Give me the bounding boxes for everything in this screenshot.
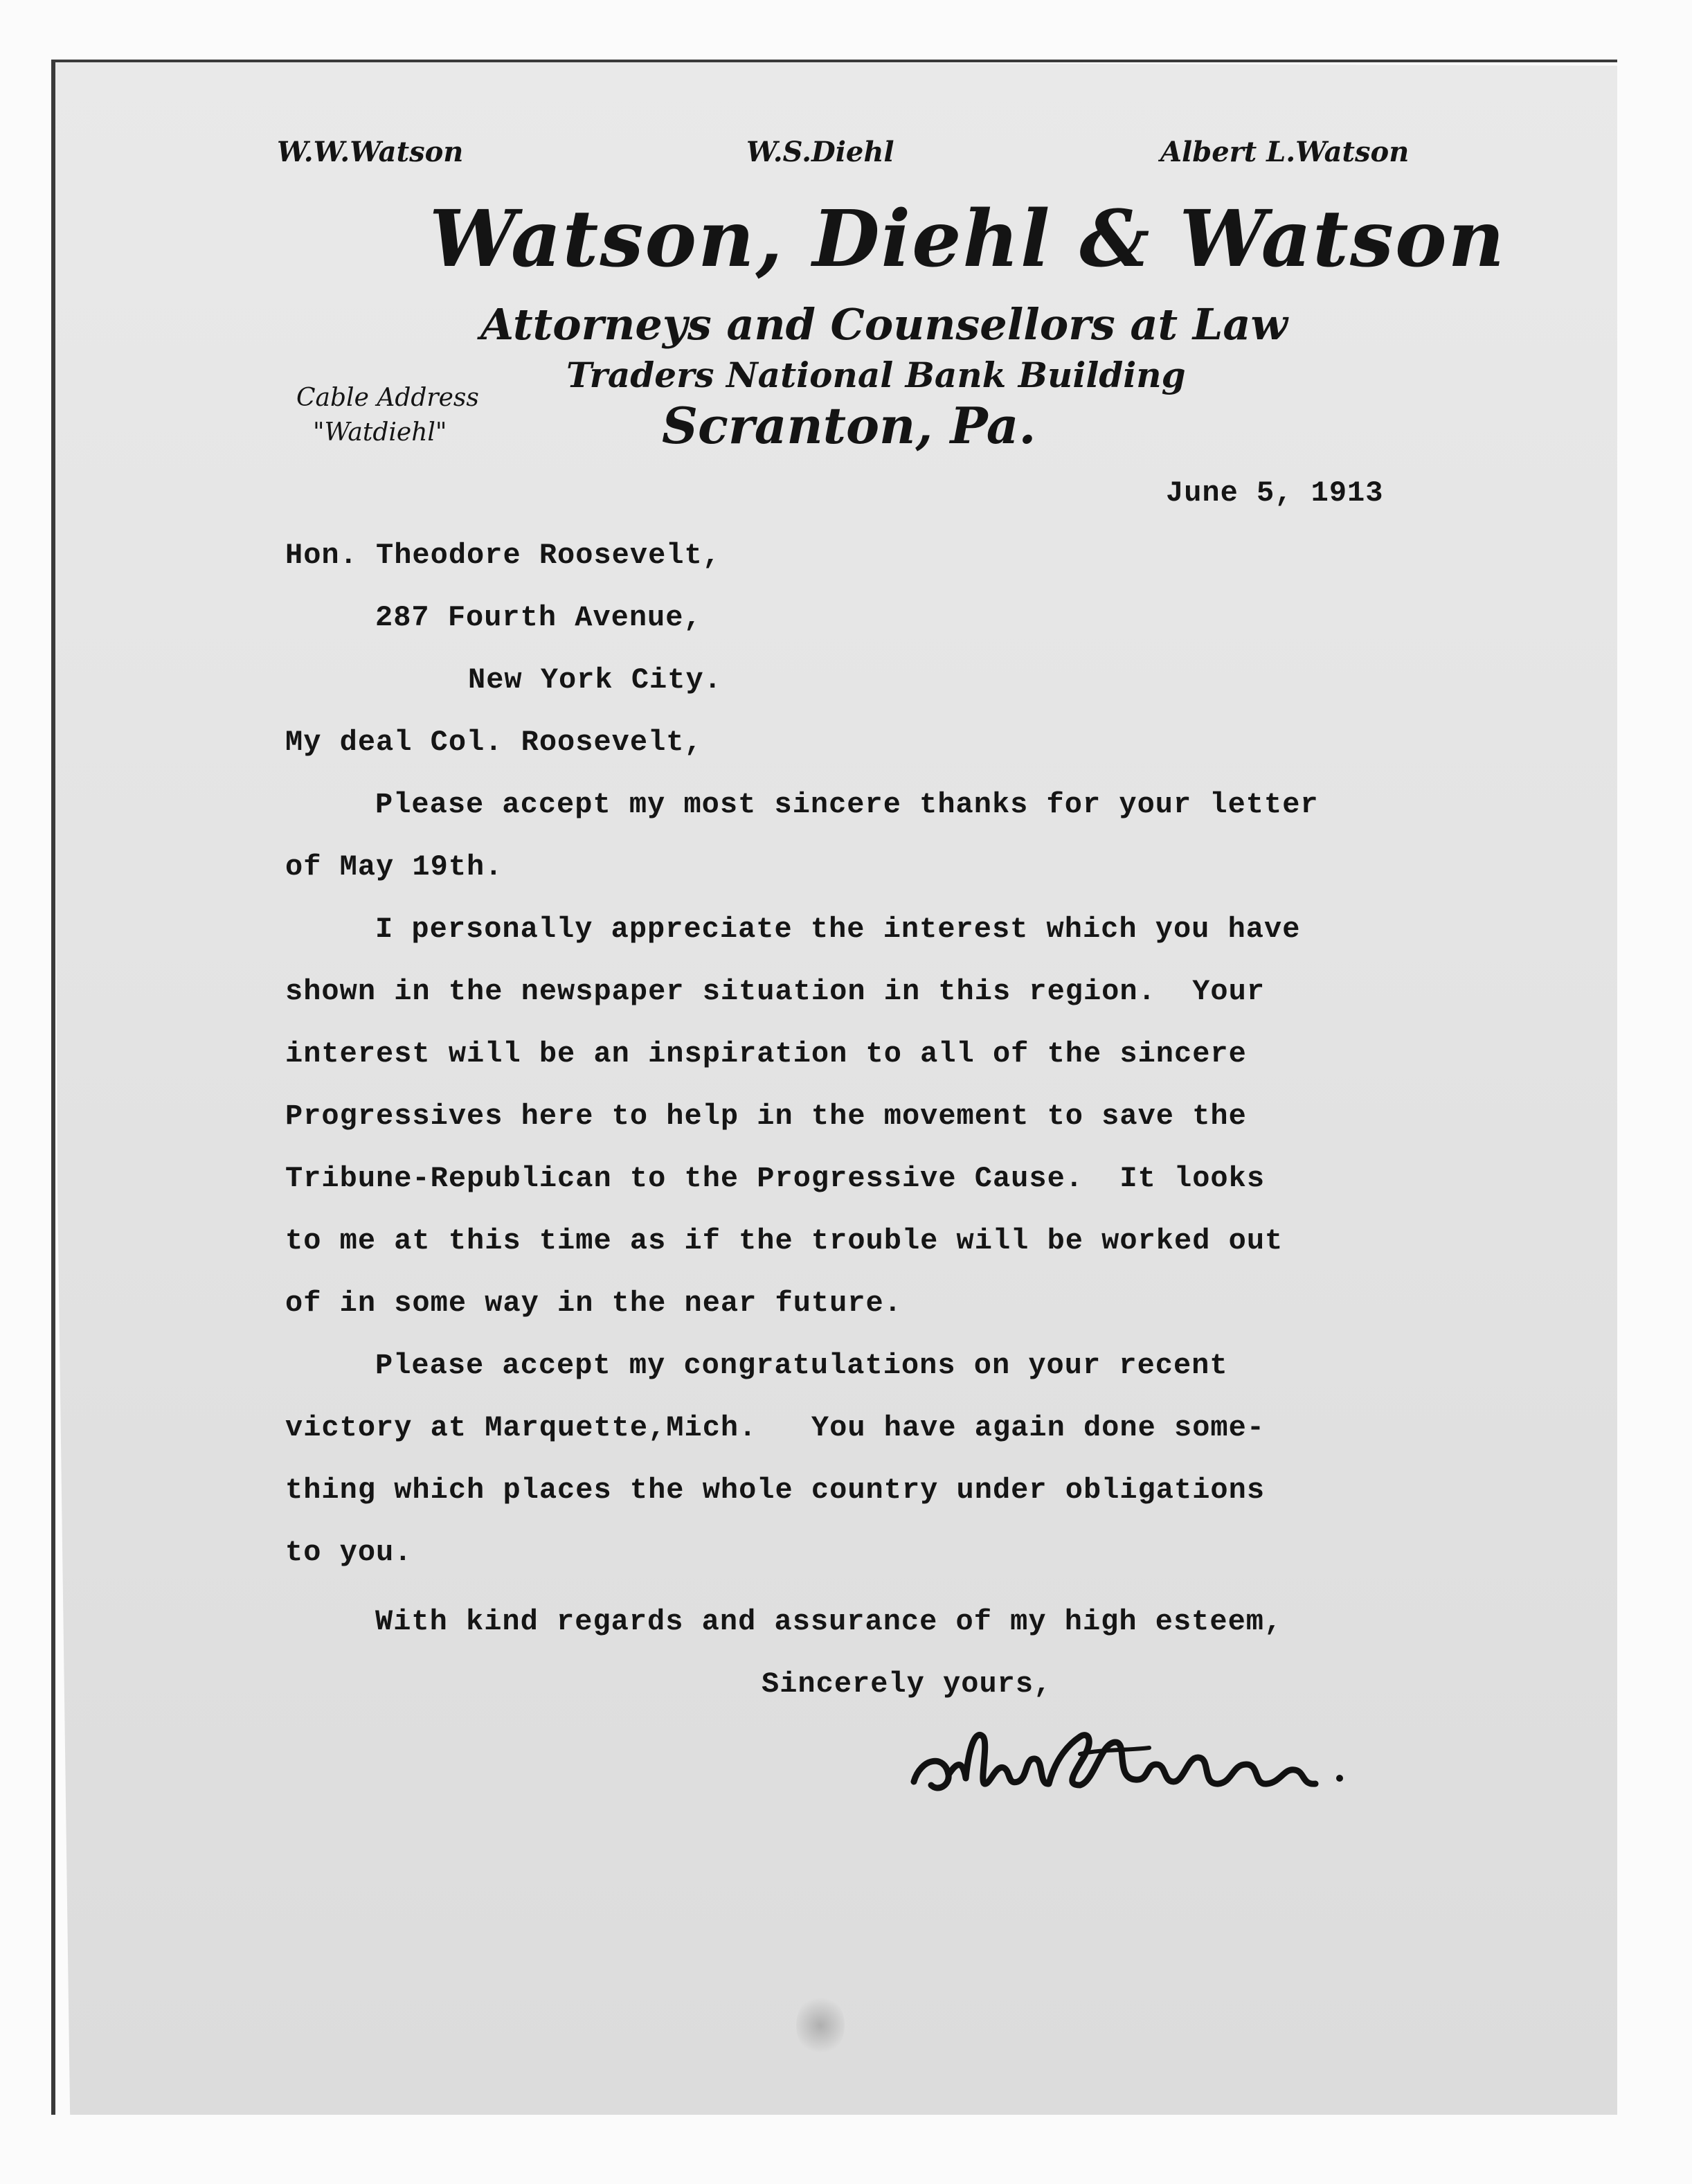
salutation: My deal Col. Roosevelt, (285, 726, 703, 759)
body-line: interest will be an inspiration to all of the sincere (285, 1037, 1247, 1071)
signature (907, 1716, 1378, 1813)
body-line: Please accept my congratulations on your recent (375, 1349, 1228, 1382)
body-line: to you. (285, 1536, 413, 1569)
body-line: victory at Marquette,Mich. You have again done some- (285, 1411, 1266, 1444)
recipient-street: 287 Fourth Avenue, (375, 601, 702, 634)
body-line: I personally appreciate the interest which you have (375, 913, 1301, 946)
body-line: Tribune-Republican to the Progressive Cause. It looks (285, 1162, 1266, 1195)
partner-name-3: Albert L.Watson (1160, 136, 1410, 168)
body-line: Please accept my most sincere thanks for your letter (375, 788, 1319, 821)
partner-name-1: W.W.Watson (277, 136, 464, 168)
recipient-city: New York City. (468, 663, 722, 697)
closing: Sincerely yours, (762, 1667, 1052, 1701)
firm-name: Watson, Diehl & Watson (429, 194, 1506, 285)
body-line: to me at this time as if the trouble will be worked out (285, 1224, 1284, 1257)
cable-address-value: "Watdiehl" (313, 418, 447, 447)
firm-building: Traders National Bank Building (566, 355, 1186, 395)
firm-city: Scranton, Pa. (662, 396, 1036, 455)
partner-name-2: W.S.Diehl (746, 136, 894, 168)
ink-smudge (796, 1994, 845, 2057)
letter-date: June 5, 1913 (1166, 476, 1384, 510)
body-line: With kind regards and assurance of my high esteem, (375, 1605, 1283, 1638)
signature-ink (907, 1716, 1378, 1813)
body-line: shown in the newspaper situation in this region. Your (285, 975, 1266, 1008)
firm-subtitle: Attorneys and Counsellors at Law (480, 299, 1288, 350)
cable-address-label: Cable Address (296, 384, 479, 412)
body-line: Progressives here to help in the movement to save the (285, 1100, 1247, 1133)
body-line: thing which places the whole country under obligations (285, 1474, 1266, 1507)
recipient-name: Hon. Theodore Roosevelt, (285, 539, 721, 572)
body-line: of in some way in the near future. (285, 1287, 902, 1320)
body-line: of May 19th. (285, 850, 503, 884)
